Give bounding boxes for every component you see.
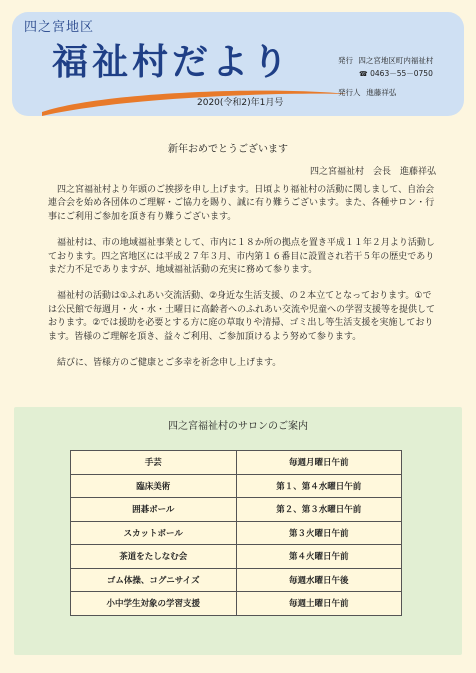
district-name: 四之宮地区 <box>24 20 95 35</box>
salon-name: 茶道をたしなむ会 <box>71 545 237 569</box>
letter-body <box>48 184 438 383</box>
paragraph: 四之宮福祉村より年頭のご挨拶を申し上げます。日頃より福祉村の活動に関しまして、自治会連合会を始め各団体のご理解・ご協力を賜り、誠に有り難うございます。また、各種サロン・行事にご利用ご参加を頂き有り難うございます。 <box>48 185 435 222</box>
salon-schedule: 毎週土曜日午前 <box>236 592 402 616</box>
issuer-name: 進藤祥弘 <box>366 88 397 97</box>
paragraph: 結びに、皆様方のご健康とご多幸を祈念申し上げます。 <box>57 358 282 369</box>
paragraph: 福祉村は、市の地域福祉事業として、市内に１８か所の拠点を置き平成１１年２月より活動しております。四之宮地区には平成２７年３月、市内第１６番目に設置され若干５年の歴史でありまだ力不足でありますが、地域福祉活動の充実に務めて参ります。 <box>48 238 435 276</box>
newsletter-title: 福祉村だより <box>52 42 293 83</box>
publisher-info <box>338 54 433 99</box>
table-row <box>71 568 402 592</box>
salon-name: 囲碁ボール <box>71 498 237 522</box>
orange-swoosh-decoration <box>40 84 350 118</box>
salon-guide-title: 四之宮福祉村のサロンのご案内 <box>168 421 308 432</box>
salon-name: ゴム体操、コグニサイズ <box>71 568 237 592</box>
salon-schedule-table <box>70 450 402 616</box>
salon-schedule: 毎週水曜日午後 <box>236 568 402 592</box>
salon-schedule: 第２、第３水曜日午前 <box>236 498 402 522</box>
masthead <box>12 12 464 116</box>
salon-name: 小中学生対象の学習支援 <box>71 592 237 616</box>
publisher-name: 四之宮地区町内福祉村 <box>358 56 434 65</box>
paragraph: 福祉村の活動は①ふれあい交流活動、②身近な生活支援、の２本立てとなっております。①では公民館で毎週月・火・水・土曜日に高齢者へのふれあい交流や児童への学習支援等を提供しております。②では援助を必要とする方に庭の草取りや清掃、ゴミ出し等生活支援を実施しております。皆様のご理解を頂き、益々ご利用、ご参加頂けるよう努めて参ります。 <box>48 291 436 342</box>
issue-date: 2020(令和2)年1月号 <box>197 98 284 108</box>
salon-name: 手芸 <box>71 451 237 475</box>
table-row <box>71 451 402 475</box>
salon-guide-panel <box>14 407 462 655</box>
salon-name: スカットボール <box>71 521 237 545</box>
salon-name: 臨床美術 <box>71 474 237 498</box>
salon-schedule: 毎週月曜日午前 <box>236 451 402 475</box>
phone-number: 0463－55－0750 <box>370 69 433 78</box>
table-row <box>71 474 402 498</box>
table-row <box>71 521 402 545</box>
salon-schedule: 第３火曜日午前 <box>236 521 402 545</box>
table-row <box>71 592 402 616</box>
salon-schedule: 第１、第４水曜日午前 <box>236 474 402 498</box>
salon-schedule: 第４火曜日午前 <box>236 545 402 569</box>
table-row <box>71 545 402 569</box>
phone-icon: ☎ <box>359 70 368 78</box>
new-year-greeting: 新年おめでとうございます <box>168 144 288 155</box>
publisher-label: 発行 <box>338 56 353 65</box>
table-row <box>71 498 402 522</box>
issuer-label: 発行人 <box>338 88 361 97</box>
letter-signature: 四之宮福祉村 会長 進藤祥弘 <box>309 167 436 177</box>
